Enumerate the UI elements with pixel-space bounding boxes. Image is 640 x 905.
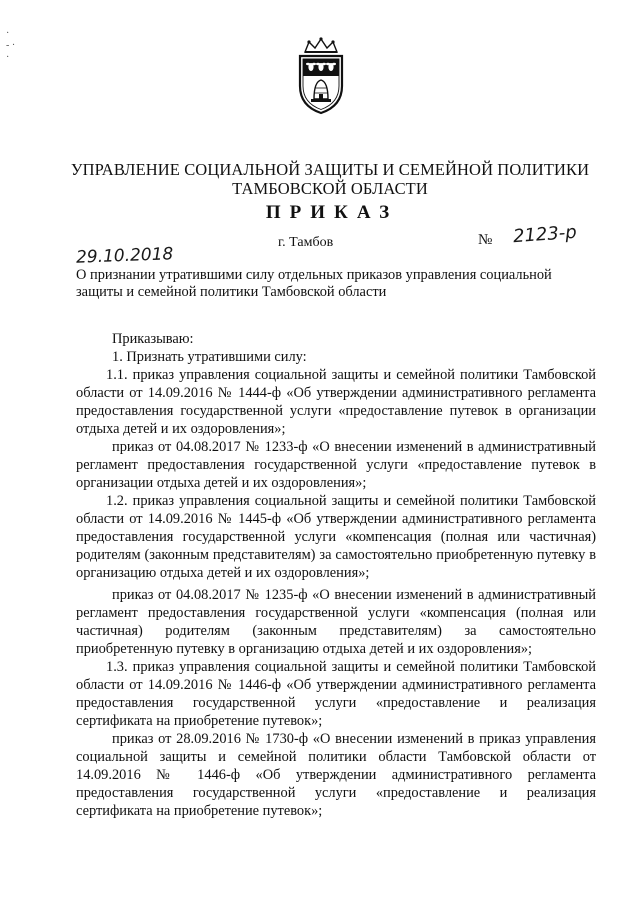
order-subject: О признании утратившими силу отдельных приказов управления социальной защиты и семейной политики Тамбовской области [76, 267, 552, 300]
item-1: 1. Признать утратившими силу: [112, 349, 307, 365]
handwritten-order-number: 2123-р [512, 221, 578, 248]
order-body [76, 330, 596, 820]
paragraph-1-1-amendment: приказ от 04.08.2017 № 1233-ф «О внесении изменений в административный регламент предоставления государственной услуги «предоставление путевок в организации отдыха детей и их оздоровления»; [76, 439, 596, 491]
paragraph-1-1: 1.1. приказ управления социальной защиты и семейной политики Тамбовской области от 14.09.2016 № 1444-ф «Об утверждении административного регламента предоставления государственной услуги «предоставление путевок в организации отдыха детей и их оздоровления»; [76, 367, 596, 437]
decree-phrase: Приказываю: [112, 331, 194, 347]
document-title: ПРИКАЗ [265, 202, 399, 223]
scan-artifact: · - · · [6, 28, 16, 63]
handwritten-date: 29.10.2018 [75, 244, 174, 268]
number-sign: № [478, 232, 493, 248]
city-label: г. Тамбов [278, 235, 334, 250]
paragraph-1-2-amendment: приказ от 04.08.2017 № 1235-ф «О внесении изменений в административный регламент предоставления государственной услуги «компенсация (полная или частичная) родителям (законным представителям) за самостоятельно приобретенную путевку в организацию отдыха детей и их оздоровления»; [76, 587, 596, 657]
paragraph-1-3: 1.3. приказ управления социальной защиты и семейной политики Тамбовской области от 14.09.2016 № 1446-ф «Об утверждении административного регламента предоставления государственной услуги «предоставление и реализация сертификата на приобретение путевок»; [76, 659, 596, 729]
coat-of-arms-icon [291, 36, 351, 116]
organization-name-line1: УПРАВЛЕНИЕ СОЦИАЛЬНОЙ ЗАЩИТЫ И СЕМЕЙНОЙ ПОЛИТИКИ [70, 159, 590, 180]
paragraph-1-2: 1.2. приказ управления социальной защиты и семейной политики Тамбовской области от 14.09.2016 № 1445-ф «Об утверждении административного регламента предоставления государственной услуги «компенсация (полная или частичная) родителям (законным представителям) за самостоятельно приобретенную путевку в организацию отдыха детей и их оздоровления»; [76, 493, 596, 581]
organization-name-line2: ТАМБОВСКОЙ ОБЛАСТИ [232, 178, 428, 199]
paragraph-1-3-amendment: приказ от 28.09.2016 № 1730-ф «О внесении изменений в приказ управления социальной защиты и семейной политики области Тамбовской области от 14.09.2016 № 1446-ф «Об утверждении административного регламента предоставления государственной услуги «предоставление и реализация сертификата на приобретение путевок»; [76, 731, 596, 819]
